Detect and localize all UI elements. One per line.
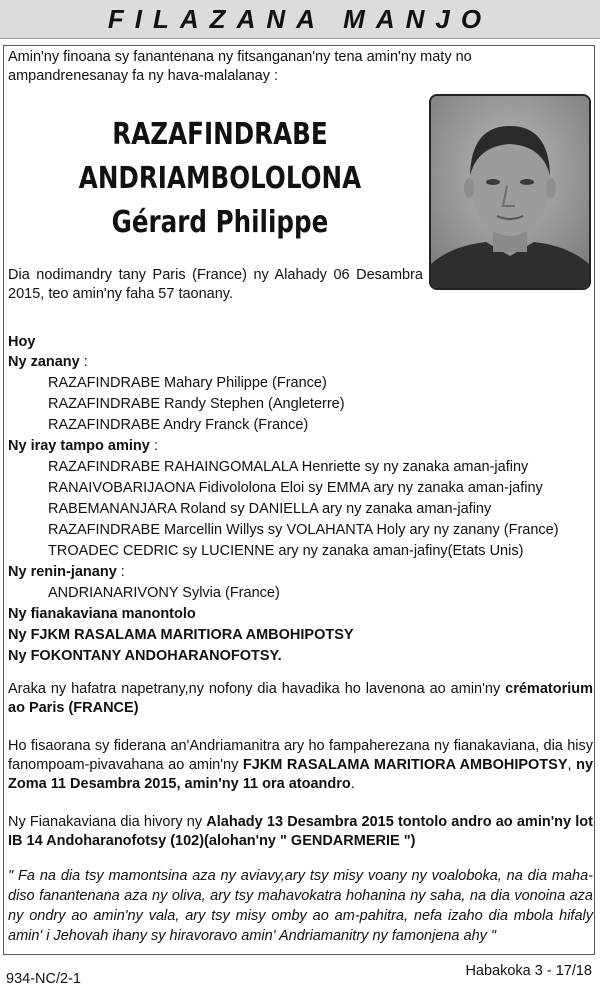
siblings-label: Ny iray tampo aminy (8, 438, 150, 454)
header-bar (0, 0, 600, 39)
reference-code: 934-NC/2-1 (6, 971, 81, 987)
child-item: RAZAFINDRABE Mahary Philippe (France) (48, 375, 327, 391)
scripture-reference: Habakoka 3 - 17/18 (465, 963, 592, 979)
deceased-photo (429, 94, 591, 290)
fokontany-item: Ny FOKONTANY ANDOHARANOFOTSY. (8, 648, 282, 664)
deceased-name-line1: RAZAFINDRABE (112, 117, 328, 152)
visit-details: Alahady 13 Desambra 2015 tontolo andro ao amin'ny lot IB 14 Andoharanofotsy (102)(alohan'ny " GENDARMERIE ") (8, 814, 593, 849)
church-item: Ny FJKM RASALAMA MARITIORA AMBOHIPOTSY (8, 627, 354, 643)
extended-family-item: Ny fianakaviana manontolo (8, 606, 196, 622)
cremation-text: Araka ny hafatra napetrany,ny nofony dia havadika ho lavenona ao amin'ny (8, 681, 506, 697)
aunt-item: ANDRIANARIVONY Sylvia (France) (48, 585, 280, 601)
service-paragraph (8, 737, 593, 794)
child-item: RAZAFINDRABE Randy Stephen (Angleterre) (48, 396, 345, 412)
sibling-item: RAZAFINDRABE Marcellin Willys sy VOLAHANTA Holy ary ny zanany (France) (48, 522, 559, 538)
sibling-item: TROADEC CEDRIC sy LUCIENNE ary ny zanaka aman-jafiny(Etats Unis) (48, 543, 524, 559)
aunt-label: Ny renin-janany (8, 564, 117, 580)
deceased-name-line3: Gérard Philippe (111, 205, 329, 240)
cremation-place: crématorium ao Paris (FRANCE) (8, 681, 593, 716)
header-title: FILAZANA MANJO (107, 3, 493, 34)
sibling-item: RANAIVOBARIJAONA Fidivololona Eloi sy EMMA ary ny zanaka aman-jafiny (48, 480, 543, 496)
death-notice: Dia nodimandry tany Paris (France) ny Alahady 06 Desambra 2015, teo amin'ny faha 57 taonany. (8, 267, 423, 302)
visit-paragraph (8, 813, 593, 851)
sibling-item: RAZAFINDRABE RAHAINGOMALALA Henriette sy ny zanaka aman-jafiny (48, 459, 529, 475)
hoy-label: Hoy (8, 334, 36, 350)
children-heading: Ny zanany : (8, 354, 88, 370)
aunt-heading: Ny renin-janany : (8, 564, 125, 580)
service-date: ny Zoma 11 Desambra 2015, amin'ny 11 ora atoandro (8, 757, 594, 792)
service-church: FJKM RASALAMA MARITIORA AMBOHIPOTSY (242, 757, 568, 773)
cremation-paragraph (8, 680, 593, 718)
deceased-name-line2: ANDRIAMBOLOLONA (78, 161, 362, 196)
sibling-item: RABEMANANJARA Roland sy DANIELLA ary ny zanaka aman-jafiny (48, 501, 492, 517)
scripture-quote: " Fa na dia tsy mamontsina aza ny aviavy,ary tsy misy voany ny voaloboka, na dia maha-diso fanantenana aza ny oliva, ary tsy mahavokatra hohanina ny saha, na dia vonoina aza ny ondry ao amin'ny vala, ary tsy misy omby ao am-pahitra, nefa izaho dia mbola hifaly amin' i Jehovah ihany sy hiravoravo amin' Andriamanitry ny famonjena ahy " (8, 868, 593, 944)
child-item: RAZAFINDRABE Andry Franck (France) (48, 417, 309, 433)
intro-text: Amin'ny finoana sy fanantenana ny fitsanganan'ny tena amin'ny maty no ampandrenesanay fa ny hava-malalanay : (8, 49, 472, 84)
service-end: . (350, 776, 355, 792)
portrait-image (431, 96, 589, 288)
children-label: Ny zanany (8, 354, 80, 370)
service-text: Ho fisaorana sy fiderana an'Andriamanitra ary ho fampaherezana ny fianakaviana, dia hisy fanompoam-pivavahana ao amin'ny (8, 738, 593, 773)
siblings-heading: Ny iray tampo aminy : (8, 438, 158, 454)
visit-text: Ny Fianakaviana dia hivory ny (8, 814, 207, 830)
service-comma: , (567, 757, 572, 773)
